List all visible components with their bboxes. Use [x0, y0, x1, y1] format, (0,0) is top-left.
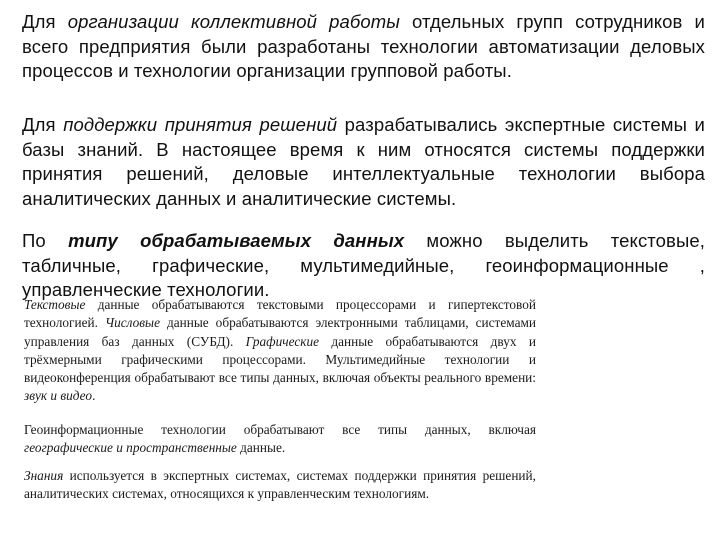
paragraph-data-types — [22, 229, 705, 303]
text: Геоинформационные технологии обрабатывают все типы данных, включая — [24, 422, 536, 437]
paragraph-knowledge — [24, 467, 536, 504]
paragraph-geoinformation — [24, 421, 536, 458]
text: По — [22, 230, 69, 251]
emphasis-term: Графические — [245, 333, 319, 349]
paragraph-collective-work — [22, 10, 705, 84]
text: данные обрабатываются текстовыми процессорами и гипертекстовой технологией. — [24, 297, 536, 331]
emphasis-term: Знания — [24, 468, 64, 483]
text: данные обрабатываются двух и трёхмерными графическими процессорами. Мультимедийные технологии и видеоконференция обрабатывают все типы данных, включая объекты реального времени: — [24, 333, 536, 386]
paragraph-decision-support — [22, 113, 705, 211]
text: данные обрабатываются электронными таблицами, системами управления баз данных (СУБД). — [24, 315, 537, 349]
text: можно выделить текстовые, табличные, графические, мультимедийные, геоинформационные , управленческие технологии. — [22, 230, 705, 300]
text: разрабатывались экспертные системы и базы знаний. В настоящее время к ним относятся системы поддержки принятия решений, деловые интеллектуальные технологии выбора аналитических данных и аналитические системы. — [22, 114, 705, 209]
emphasis-term: поддержки принятия решений — [63, 114, 338, 135]
emphasis-term: типу обрабатываемых данных — [68, 230, 405, 251]
text: используется в экспертных системах, системах поддержки принятия решений, аналитических системах, относящихся к управленческим технологиям. — [24, 468, 536, 502]
text: Для — [22, 11, 68, 32]
emphasis-term: географические и пространственные — [24, 440, 237, 456]
text: данные. — [236, 440, 286, 456]
text: Для — [22, 114, 64, 135]
emphasis-term: Числовые — [104, 315, 160, 331]
paragraph-data-processing — [24, 296, 536, 406]
emphasis-term: Текстовые — [24, 297, 86, 312]
text: отдельных групп сотрудников и всего предприятия были разработаны технологии автоматизации деловых процессов и технологии организации групповой работы. — [22, 11, 705, 81]
emphasis-term: звук и видео — [24, 388, 93, 404]
text: . — [92, 388, 96, 404]
emphasis-term: организации коллективной работы — [67, 11, 400, 32]
